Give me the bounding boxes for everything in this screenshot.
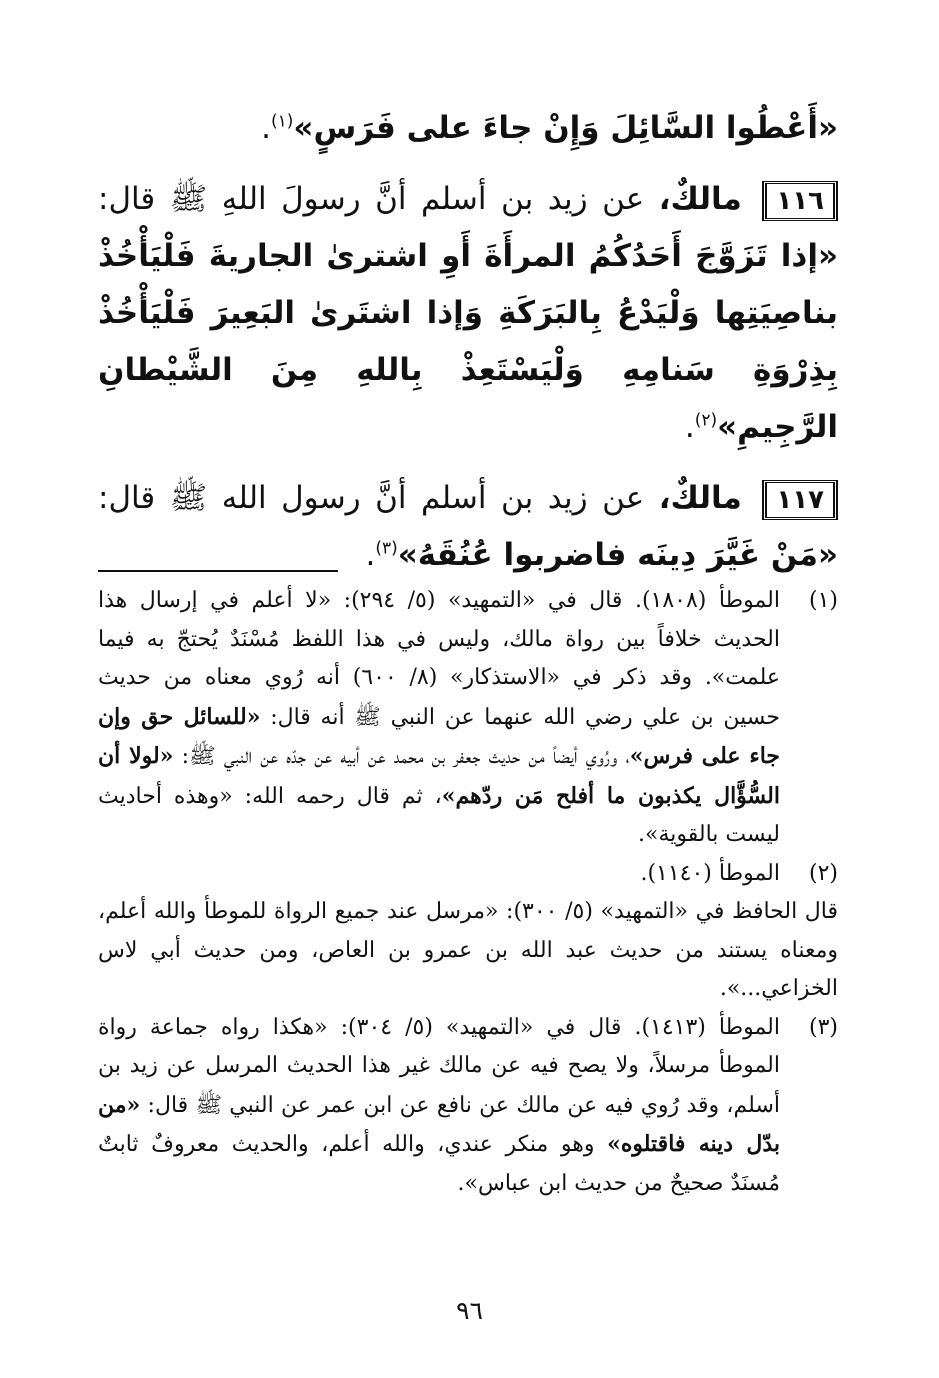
- sentence-end: .: [365, 537, 376, 573]
- hadith-116: [98, 171, 838, 456]
- footnote-number: (٣): [808, 1014, 838, 1040]
- footnotes: [98, 582, 838, 1203]
- footnote-ref: (٢): [694, 410, 718, 431]
- isnad: عن زيد بن أسلم أنَّ رسولَ اللهِ ﷺ قال:: [98, 181, 659, 217]
- footnote-number: (١): [808, 588, 838, 613]
- footnote-quote: «للسائل حق وإن جاء على فرس»: [98, 703, 780, 769]
- narrator: مالكٌ،: [658, 181, 742, 217]
- footnote-quote: «من بدّل دينه فاقتلوه»: [98, 1091, 780, 1157]
- sentence-end: .: [261, 110, 271, 146]
- footnote-3: [98, 1009, 838, 1204]
- hadith-117: [98, 470, 838, 584]
- footnote-number: (٢): [808, 860, 838, 886]
- footnote-2-continuation: قال الحافظ في «التمهيد» (٥/ ٣٠٠): «مرسل عند جميع الرواة للموطأ والله أعلم، ومعناه يستند من حديث عبد الله بن عمرو بن العاص، ومن حديث أبي لاس الخزاعي...».: [98, 899, 839, 1001]
- isnad: عن زيد بن أسلم أنَّ رسول الله ﷺ قال:: [98, 480, 659, 516]
- footnote-text: الموطأ (١٤١٣). قال في «التمهيد» (٥/ ٣٠٤): «هكذا رواه جماعة رواة الموطأ مرسلاً، ولا يصح فيه عن مالك غير هذا الحديث المرسل عن زيد بن أسلم، وقد رُوي فيه عن مالك عن نافع عن ابن عمر عن النبي ﷺ قال:: [98, 1014, 781, 1118]
- footnote-text: ، ثم قال رحمه الله: «وهذه أحاديث ليست بالقوية».: [98, 783, 780, 847]
- hadith-quote: «مَنْ غَيَّرَ دِينَه فاضربوا عُنُقَهُ»: [397, 537, 838, 573]
- footnote-text: ، ورُوي أيضاً من حديث جعفر بن محمد عن أبيه عن جدّه عن النبي ﷺ:: [173, 744, 630, 769]
- footnote-ref: (٣): [375, 538, 398, 559]
- footnote-divider: [98, 570, 338, 572]
- page-number: ٩٦: [456, 1296, 483, 1325]
- footnote-text: وهو منكر عندي، والله أعلم، والحديث معروفٌ ثابتٌ مُسنَدٌ صحيحٌ من حديث ابن عباس».: [98, 1132, 780, 1196]
- sentence-end: .: [684, 409, 695, 445]
- hadith-quote: «إذا تَزَوَّجَ أَحَدُكُمُ المرأَةَ أَوِ اشترىٰ الجاريةَ فَلْيَأْخُذْ بناصِيَتِها وَلْيَدْعُ بِالبَرَكَةِ وَإذا اشتَرىٰ البَعِيرَ فَلْيَأْخُذْ بِذِرْوَةِ سَنامِهِ وَلْيَسْتَعِذْ بِاللهِ مِنَ الشَّيْطانِ الرَّجِيمِ»: [98, 238, 838, 445]
- hadith-number-box: ١١٦: [762, 181, 838, 221]
- footnote-text: الموطأ (١٨٠٨). قال في «التمهيد» (٥/ ٢٩٤): «لا أعلم في إرسال هذا الحديث خلافاً بين رواة مالك، وليس في هذا اللفظ مُسْنَدٌ يُحتجّ به فيما علمت». وقد ذكر في «الاستذكار» (٨/ ٦٠٠) أنه رُوي معناه من حديث حسين بن علي رضي الله عنهما عن النبي ﷺ أنه قال:: [98, 588, 780, 730]
- footnote-text: الموطأ (١١٤٠).: [640, 860, 780, 886]
- hadith-115-tail: [98, 100, 838, 157]
- main-text: [98, 100, 838, 584]
- footnote-2: [98, 855, 838, 894]
- narrator: مالكٌ،: [658, 480, 742, 516]
- hadith-quote: «أَعْطُوا السَّائِلَ وَإِنْ جاءَ على فَرَسٍ»: [293, 110, 838, 146]
- hadith-number-box: ١١٧: [762, 480, 838, 520]
- footnote-1: [98, 582, 838, 855]
- page: [98, 100, 839, 1196]
- footnote-quote: «لولا أن السُّؤَّال يكذبون ما أفلح مَن ردّهم»: [98, 743, 780, 809]
- footnote-ref: (١): [271, 111, 294, 132]
